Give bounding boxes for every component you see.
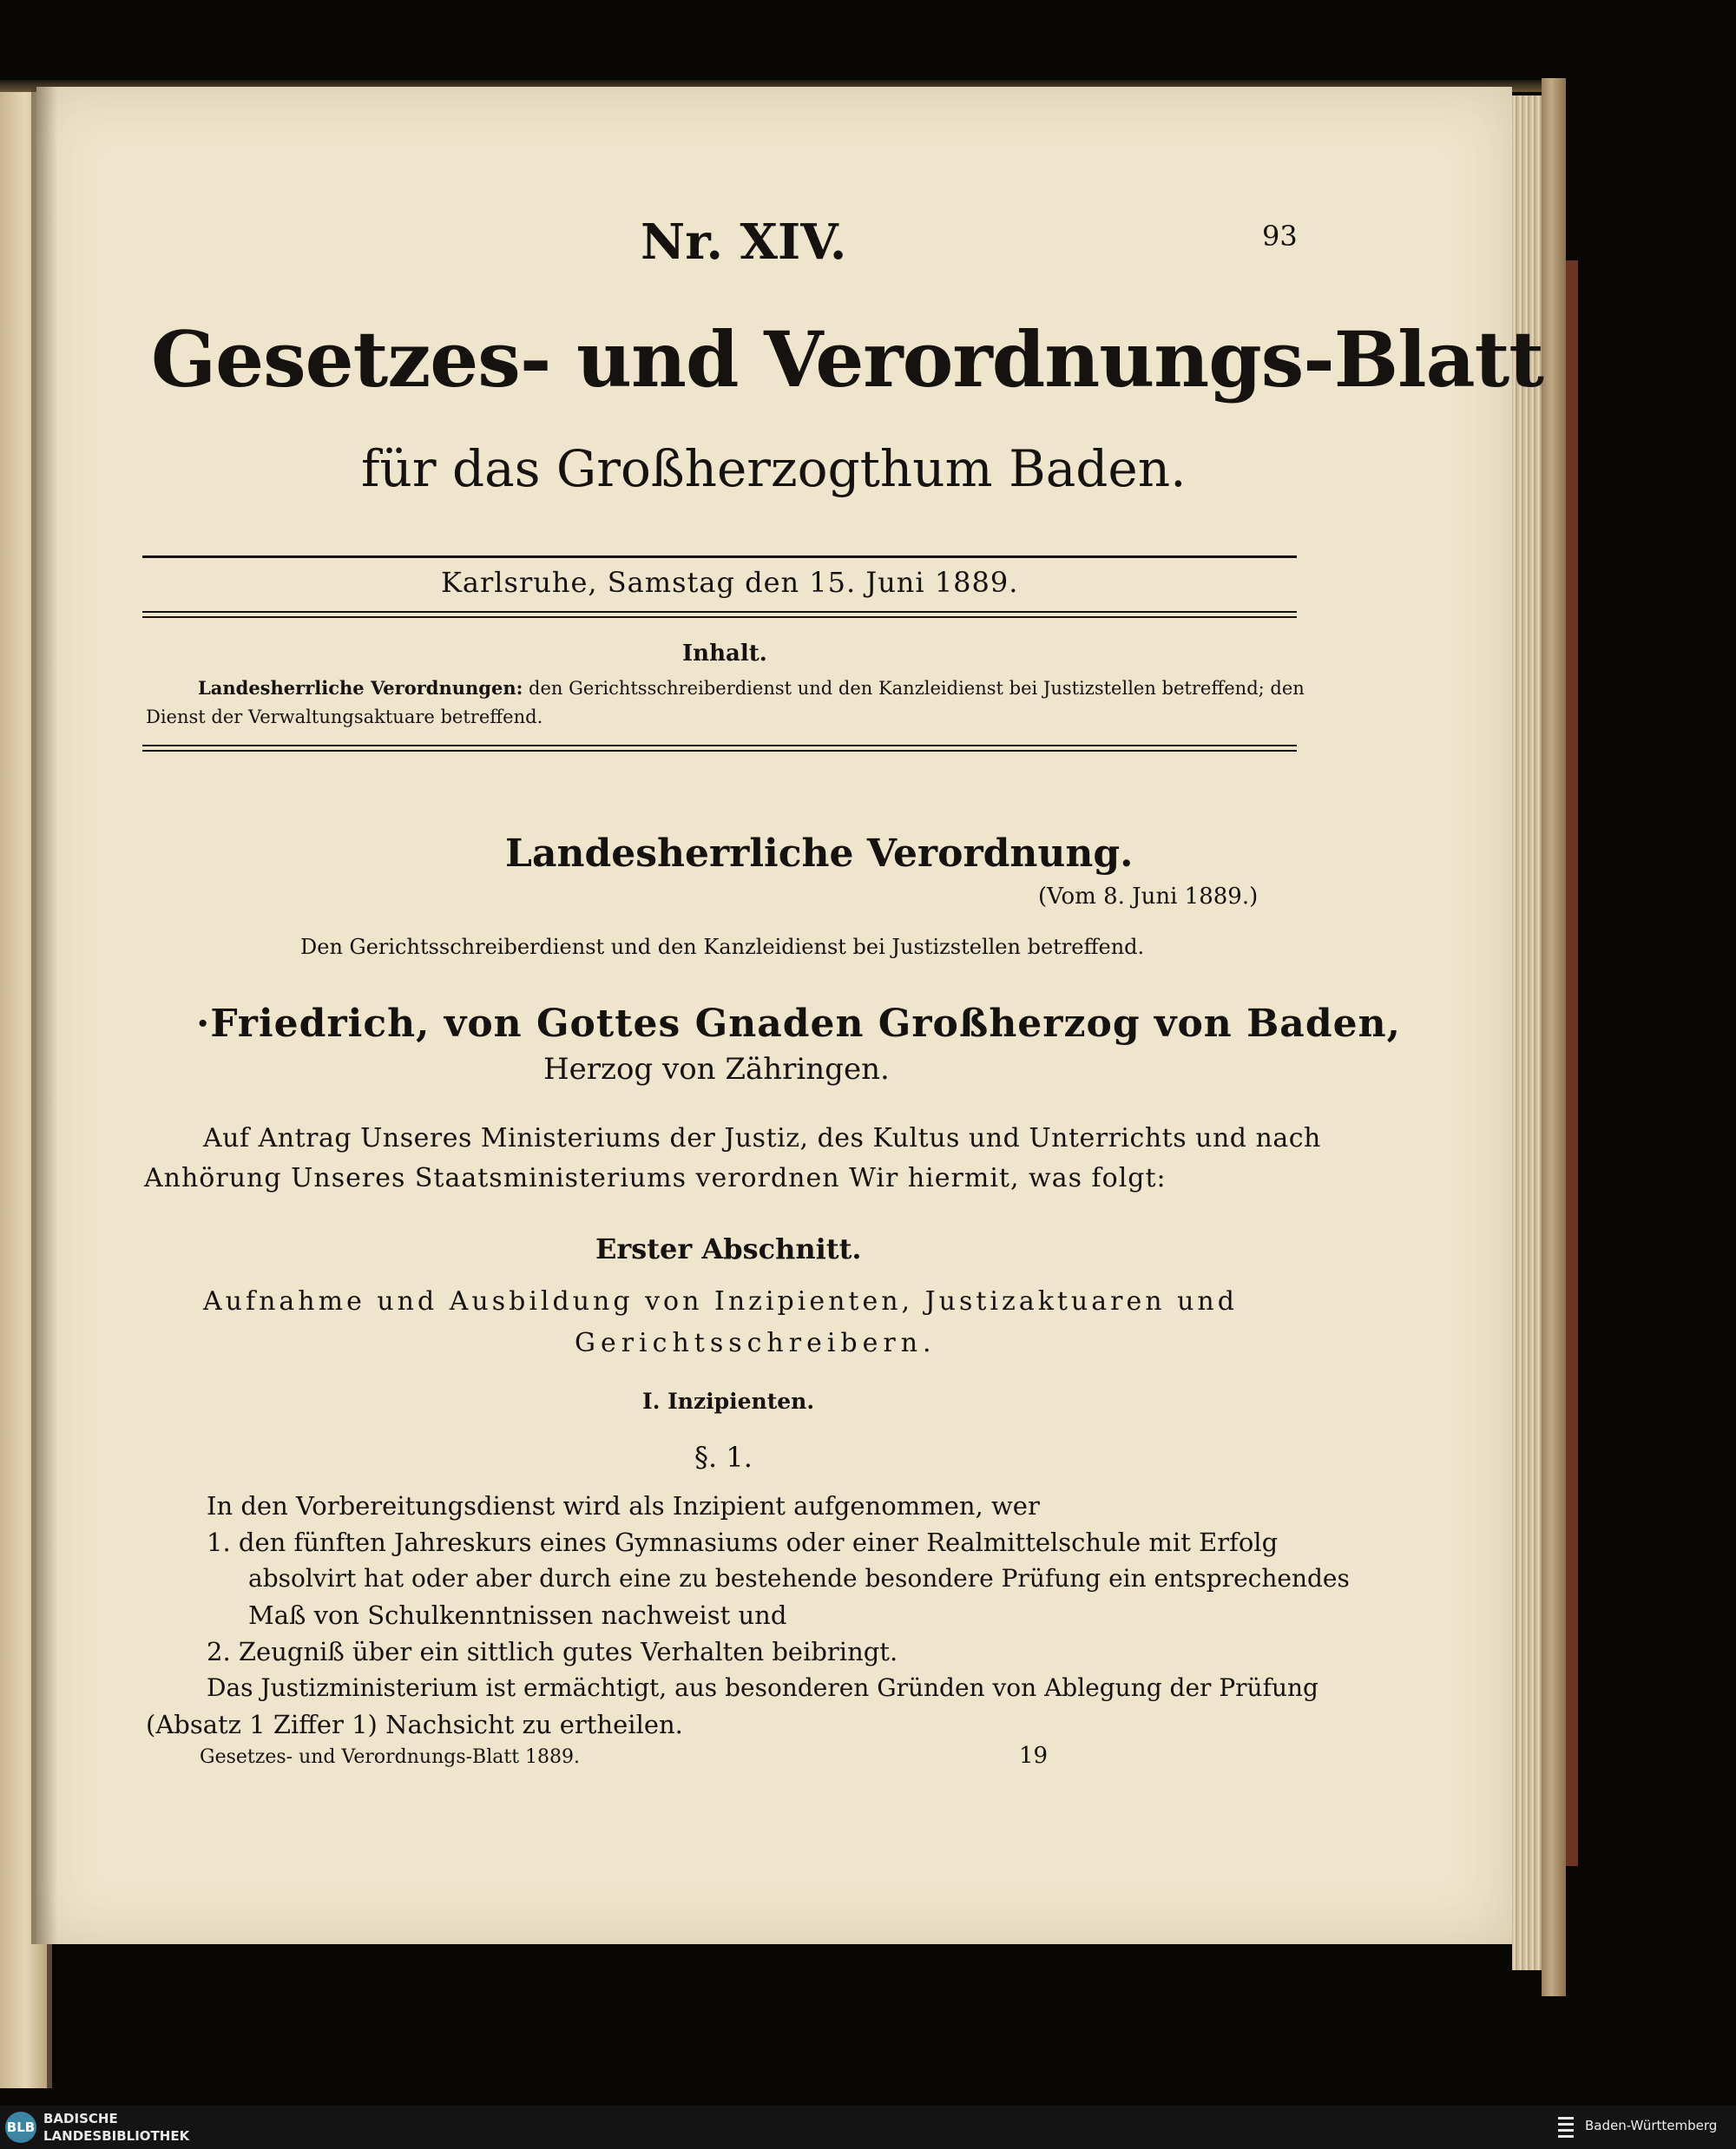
contents-line: Dienst der Verwaltungsaktuare betreffend. [146, 706, 543, 727]
partner-name[interactable]: Baden-Württemberg [1585, 2118, 1718, 2133]
contents-text: den Gerichtsschreiberdienst und den Kanzleidienst bei Justizstellen betreffend; den [523, 678, 1305, 699]
contents-line [198, 677, 1305, 699]
library-name-line: LANDESBIBLIOTHEK [43, 2128, 190, 2144]
section-title: Gerichtsschreibern. [575, 1328, 937, 1358]
section-title: Aufnahme und Ausbildung von Inzipienten, Justizaktuaren und [203, 1286, 1238, 1317]
list-item: 1. den fünften Jahreskurs eines Gymnasiums oder einer Realmittelschule mit Erfolg [207, 1528, 1279, 1557]
divider-rule [142, 616, 1297, 618]
paragraph-text: In den Vorbereitungsdienst wird als Inzipient aufgenommen, wer [207, 1491, 1040, 1521]
contents-heading: Inhalt. [682, 641, 767, 667]
section-heading: Erster Abschnitt. [595, 1232, 862, 1265]
ordinance-title: Landesherrliche Verordnung. [505, 831, 1134, 876]
sovereign-title: Herzog von Zähringen. [543, 1052, 890, 1087]
gazette-subtitle: für das Großherzogthum Baden. [361, 439, 1187, 498]
paragraph-text: Das Justizministerium ist ermächtigt, aus besonderen Gründen von Ablegung der Prüfung [207, 1673, 1318, 1702]
book-cover-edge [1542, 78, 1566, 1996]
page-footer-title: Gesetzes- und Verordnungs-Blatt 1889. [200, 1746, 581, 1768]
list-item-continuation: absolvirt hat oder aber durch eine zu bestehende besondere Prüfung ein entsprechendes [248, 1564, 1350, 1593]
viewer-footer-bar [0, 2106, 1736, 2149]
subsection-heading: I. Inzipienten. [642, 1389, 815, 1414]
contents-label: Landesherrliche Verordnungen: [198, 677, 523, 699]
paragraph-text: (Absatz 1 Ziffer 1) Nachsicht zu ertheilen. [146, 1710, 683, 1739]
signature-mark: 19 [1019, 1743, 1049, 1769]
ordinance-subject: Den Gerichtsschreiberdienst und den Kanzleidienst bei Justizstellen betreffend. [300, 935, 1145, 959]
issue-number: Nr. XIV. [641, 214, 847, 271]
paragraph-mark: §. 1. [694, 1441, 753, 1474]
library-name[interactable] [43, 2110, 189, 2145]
list-item-continuation: Maß von Schulkenntnissen nachweist und [248, 1600, 787, 1630]
sovereign-name: ·Friedrich, von Gottes Gnaden Großherzog von Baden, [196, 1002, 1401, 1046]
dateline: Karlsruhe, Samstag den 15. Juni 1889. [441, 566, 1019, 599]
book-spine-marbled [1566, 260, 1578, 1866]
list-item: 2. Zeugniß über ein sittlich gutes Verhalten beibringt. [207, 1637, 898, 1666]
library-name-line: BADISCHE [43, 2111, 118, 2126]
preamble-line: Anhörung Unseres Staatsministeriums verordnen Wir hiermit, was folgt: [144, 1163, 1167, 1193]
baden-wuerttemberg-emblem-icon [1555, 2114, 1576, 2140]
gazette-title: Gesetzes- und Verordnungs-Blatt [151, 314, 1543, 404]
divider-rule [142, 745, 1297, 746]
page-fold-shadow [31, 87, 57, 1944]
divider-rule [142, 611, 1297, 613]
page-number: 93 [1262, 220, 1298, 253]
divider-rule [142, 555, 1297, 558]
divider-rule [142, 750, 1297, 752]
preamble-line: Auf Antrag Unseres Ministeriums der Justiz, des Kultus und Unterrichts und nach [203, 1123, 1321, 1153]
ordinance-date: (Vom 8. Juni 1889.) [1038, 884, 1259, 910]
blb-logo[interactable]: BLB [5, 2112, 36, 2143]
